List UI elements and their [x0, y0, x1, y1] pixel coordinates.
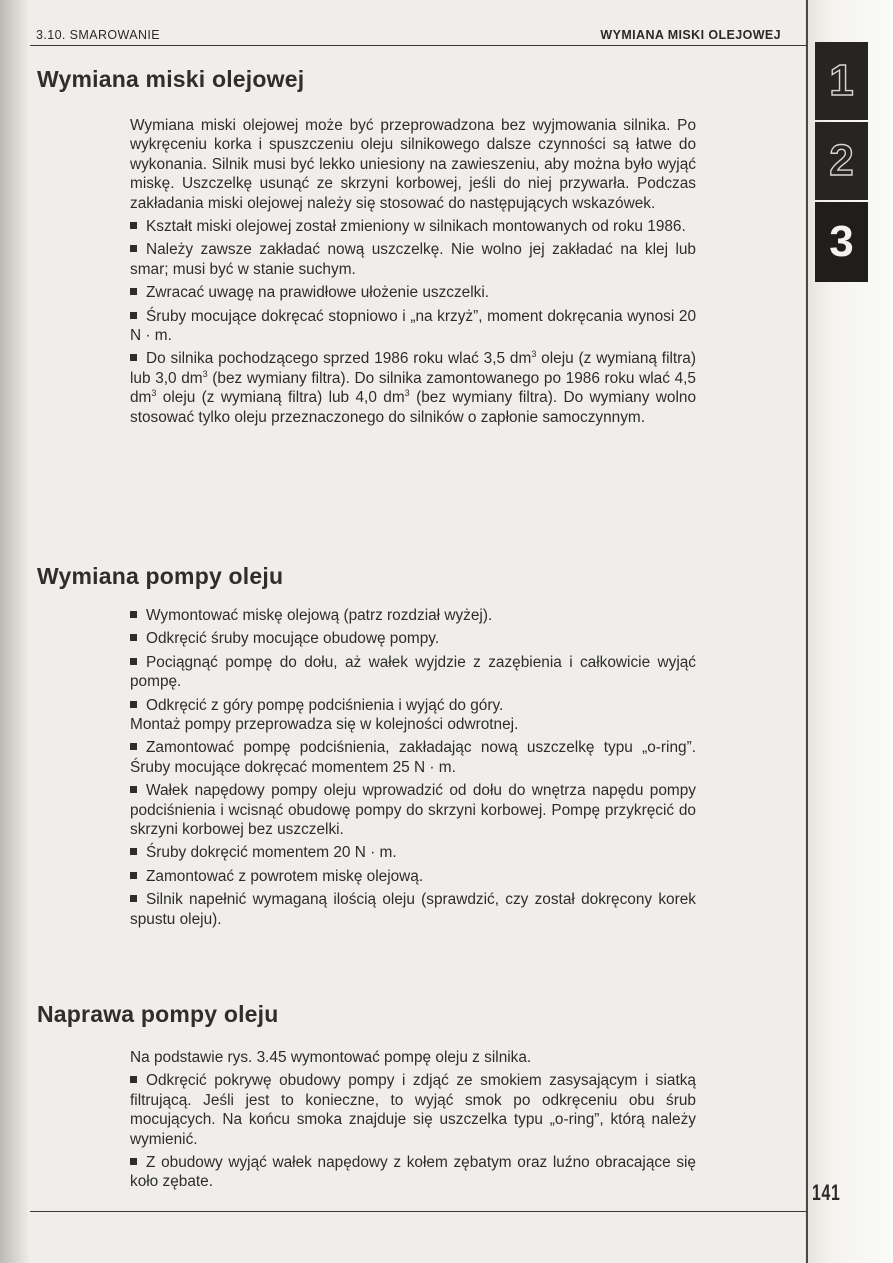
section-body: [130, 1048, 696, 1196]
chapter-tab-3-active: 3: [815, 202, 868, 282]
bullet-item: Śruby mocujące dokręcać stopniowo i „na krzyż”, moment dokręcania wynosi 20 N · m.: [130, 307, 696, 345]
chapter-tab-1: 1: [815, 42, 868, 120]
paragraph: Na podstawie rys. 3.45 wymontować pompę oleju z silnika.: [130, 1049, 532, 1066]
bullet-item: Odkręcić śruby mocujące obudowę pompy.: [130, 629, 696, 648]
section-title: Wymiana miski olejowej: [37, 66, 305, 92]
bullet-item: Z obudowy wyjąć wałek napędowy z kołem zębatym oraz luźno obracające się koło zębate.: [130, 1154, 696, 1191]
paragraph: Wymiana miski olejowej może być przeprowadzona bez wyjmowania silnika. Po wykręceniu korka i spuszczeniu oleju silnikowego dalsze czynności są łatwe do wykonania. Silnik musi być lekko uniesiony na zawieszeniu, aby można było wyjąć miskę. Uszczelkę usunąć ze skrzyni korbowej, jeśli do niej przywarła. Podczas zakładania miski olejowej należy się stosować do następujących wskazówek.: [130, 117, 696, 212]
section-title: Wymiana pompy oleju: [37, 563, 284, 589]
bullet-item: Odkręcić pokrywę obudowy pompy i zdjąć ze smokiem zasysającym i siatką filtrującą. Jeśli jest to konieczne, to wyjąć smok po odkręceniu obu śrub mocujących. Na końcu smoka znajduje się uszczelka typu „o-ring”, którą należy wymienić.: [130, 1072, 696, 1148]
bullet-item: Śruby dokręcić momentem 20 N · m.: [130, 843, 696, 862]
bullet-item: Zamontować pompę podciśnienia, zakładając nową uszczelkę typu „o-ring”. Śruby mocujące dokręcać momentem 25 N · m.: [130, 739, 696, 776]
bullet-item: Silnik napełnić wymaganą ilością oleju (sprawdzić, czy został dokręcony korek spustu oleju).: [130, 891, 696, 928]
bullet-item: Wałek napędowy pompy oleju wprowadzić od dołu do wnętrza napędu pompy podciśnienia i wcisnąć obudowę pompy do skrzyni korbowej. Pompę przykręcić do skrzyni korbowej bez uszczelki.: [130, 782, 696, 839]
margin-rule: [806, 0, 808, 1263]
header-rule: [30, 45, 806, 46]
bullet-item: Zwracać uwagę na prawidłowe ułożenie uszczelki.: [130, 283, 696, 302]
bullet-item: Zamontować z powrotem miskę olejową.: [130, 867, 696, 886]
paragraph: Montaż pompy przeprowadza się w kolejności odwrotnej.: [130, 716, 519, 734]
page-number: 141: [812, 1180, 841, 1205]
chapter-title: WYMIANA MISKI OLEJOWEJ: [600, 28, 781, 42]
chapter-tabs: [815, 42, 868, 284]
bullet-item: Wymontować miskę olejową (patrz rozdział wyżej).: [130, 606, 696, 625]
bullet-item: Odkręcić z góry pompę podciśnienia i wyjąć do góry.: [130, 696, 696, 715]
gutter-shadow: [0, 0, 30, 1263]
bullet-item: Kształt miski olejowej został zmieniony w silnikach montowanych od roku 1986.: [130, 217, 696, 236]
section-body: [130, 606, 696, 933]
section-label: 3.10. SMAROWANIE: [36, 28, 161, 42]
section-title: Naprawa pompy oleju: [37, 1001, 279, 1027]
chapter-tab-2: 2: [815, 122, 868, 200]
footer-rule: [30, 1211, 806, 1212]
running-header: [32, 24, 787, 44]
bullet-item: Pociągnąć pompę do dołu, aż wałek wyjdzie z zazębienia i całkowicie wyjąć pompę.: [130, 653, 696, 691]
bullet-item: Należy zawsze zakładać nową uszczelkę. Nie wolno jej zakładać na klej lub smar; musi być w stanie suchym.: [130, 241, 696, 278]
section-body: [130, 116, 696, 431]
oil-capacity-bullet: Do silnika pochodzącego sprzed 1986 roku wlać 3,5 $dm^3$ oleju (z wymianą filtra) lub 3,0 $dm^3$ (bez wymiany filtra). Do silnika zamontowanego po 1986 roku wlać 4,5 $dm^3$ oleju (z wymianą filtra) lub 4,0 $dm^3$ (bez wymiany filtra). Do wymiany wolno stosować tylko oleju przeznaczonego do silników o zapłonie samoczynnym.: [130, 349, 697, 426]
